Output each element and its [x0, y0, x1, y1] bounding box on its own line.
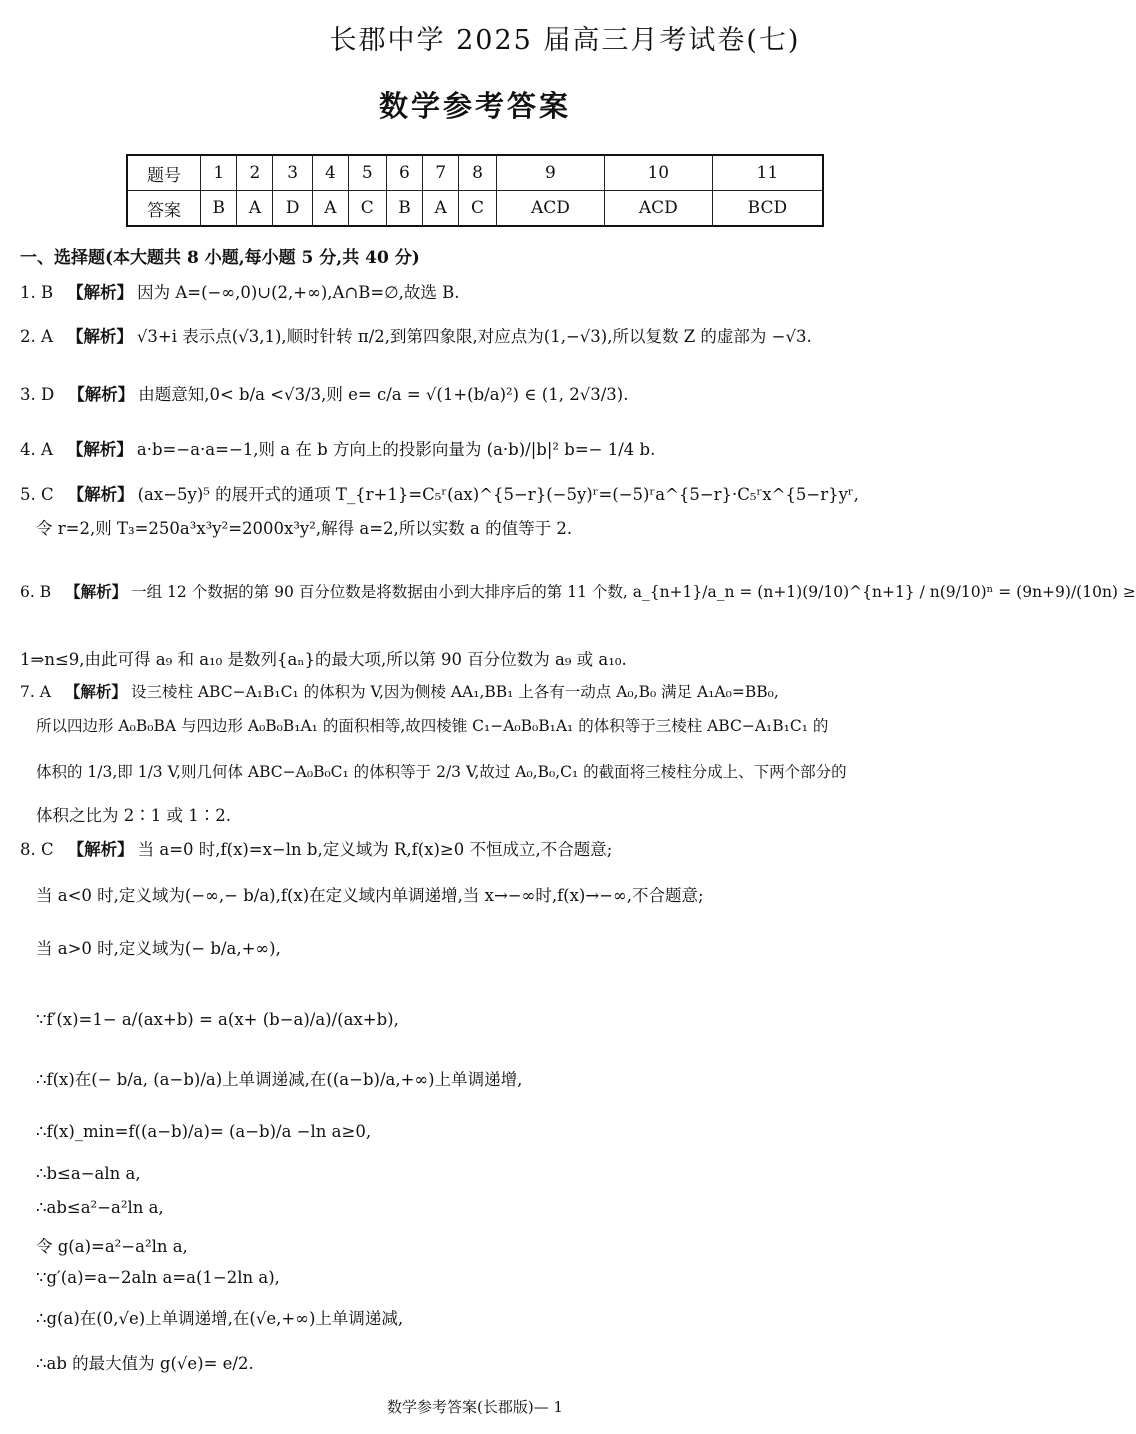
analysis-tag: 【解析】	[65, 582, 128, 601]
question-3	[20, 381, 932, 405]
table-cell: B	[201, 191, 237, 227]
table-cell: D	[273, 191, 313, 227]
page-title: 长郡中学 2025 届高三月考试卷(七)	[329, 25, 801, 56]
table-cell: B	[386, 191, 422, 227]
table-cell: 5	[348, 155, 386, 191]
table-cell: 9	[496, 155, 604, 191]
table-cell: ACD	[496, 191, 604, 227]
table-cell: 1	[201, 155, 237, 191]
table-row-numbers	[127, 155, 823, 191]
analysis-tag: 【解析】	[66, 440, 133, 459]
table-cell: A	[423, 191, 459, 227]
question-number: 3. D	[20, 385, 55, 404]
question-text: 一组 12 个数据的第 90 百分位数是将数据由小到大排序后的第 11 个数, a_{n+1}/a_n = (n+1)(9/10)^{n+1} / n(9/10)ⁿ = (9n+9)/(10n) ≥	[131, 583, 1136, 601]
table-cell: BCD	[712, 191, 823, 227]
solution-line: ∵g′(a)=a−2aln a=a(1−2ln a),	[36, 1268, 280, 1287]
solution-line: ∴g(a)在(0,√e)上单调递增,在(√e,+∞)上单调递减,	[36, 1309, 404, 1328]
table-cell: A	[312, 191, 348, 227]
table-cell: 6	[386, 155, 422, 191]
section-heading: 一、选择题(本大题共 8 小题,每小题 5 分,共 40 分)	[20, 248, 420, 268]
table-cell: 4	[312, 155, 348, 191]
analysis-tag: 【解析】	[67, 485, 134, 504]
question-text: 当 a=0 时,f(x)=x−ln b,定义域为 R,f(x)≥0 不恒成立,不合题意;	[137, 840, 613, 859]
question-4	[20, 436, 932, 460]
solution-line: 当 a<0 时,定义域为(−∞,− b/a),f(x)在定义域内单调递增,当 x→−∞时,f(x)→−∞,不合题意;	[36, 886, 704, 905]
table-cell: 3	[273, 155, 313, 191]
table-cell: 2	[237, 155, 273, 191]
question-text: √3+i 表示点(√3,1),顺时针转 π/2,到第四象限,对应点为(1,−√3),所以复数 Z 的虚部为 −√3.	[136, 327, 812, 346]
table-cell: C	[348, 191, 386, 227]
question-7-line-3: 体积的 1/3,即 1/3 V,则几何体 ABC−A₀B₀C₁ 的体积等于 2/3 V,故过 A₀,B₀,C₁ 的截面将三棱柱分成上、下两个部分的	[36, 763, 847, 781]
analysis-tag: 【解析】	[64, 682, 127, 701]
solution-line: ∴f(x)在(− b/a, (a−b)/a)上单调递减,在((a−b)/a,+∞)上单调递增,	[36, 1070, 523, 1089]
question-text: (ax−5y)⁵ 的展开式的通项 T_{r+1}=C₅ʳ(ax)^{5−r}(−5y)ʳ=(−5)ʳa^{5−r}·C₅ʳx^{5−r}yʳ,	[137, 485, 859, 504]
question-text: 设三棱柱 ABC−A₁B₁C₁ 的体积为 V,因为侧棱 AA₁,BB₁ 上各有一动点 A₀,B₀ 满足 A₁A₀=BB₀,	[130, 683, 779, 701]
table-cell: 10	[604, 155, 712, 191]
table-cell: C	[459, 191, 497, 227]
solution-line: ∴ab 的最大值为 g(√e)= e/2.	[36, 1354, 254, 1373]
question-5	[20, 481, 932, 505]
question-7	[20, 680, 932, 702]
table-cell: 8	[459, 155, 497, 191]
question-text: 由题意知,0< b/a <√3/3,则 e= c/a = √(1+(b/a)²) ∈ (1, 2√3/3).	[138, 385, 629, 404]
question-text: a·b=−a·a=−1,则 a 在 b 方向上的投影向量为 (a·b)/|b|² b=− 1/4 b.	[136, 440, 656, 459]
analysis-tag: 【解析】	[68, 385, 135, 404]
solution-line: ∵f′(x)=1− a/(ax+b) = a(x+ (b−a)/a)/(ax+b),	[36, 1010, 399, 1029]
question-7-line-4: 体积之比为 2∶1 或 1∶2.	[36, 806, 231, 825]
analysis-tag: 【解析】	[67, 283, 134, 302]
question-6-line-2: 1⇒n≤9,由此可得 a₉ 和 a₁₀ 是数列{aₙ}的最大项,所以第 90 百分位数为 a₉ 或 a₁₀.	[20, 650, 627, 669]
question-number: 1. B	[20, 283, 54, 302]
solution-line: 令 g(a)=a²−a²ln a,	[36, 1237, 188, 1256]
solution-line: 当 a>0 时,定义域为(− b/a,+∞),	[36, 939, 281, 958]
question-number: 2. A	[20, 327, 53, 346]
question-number: 4. A	[20, 440, 53, 459]
analysis-tag: 【解析】	[67, 840, 134, 859]
question-number: 6. B	[20, 583, 52, 601]
table-cell: 7	[423, 155, 459, 191]
question-6	[20, 580, 1136, 602]
question-7-line-2: 所以四边形 A₀B₀BA 与四边形 A₀B₀B₁A₁ 的面积相等,故四棱锥 C₁−A₀B₀B₁A₁ 的体积等于三棱柱 ABC−A₁B₁C₁ 的	[36, 717, 829, 735]
solution-line: ∴f(x)_min=f((a−b)/a)= (a−b)/a −ln a≥0,	[36, 1122, 372, 1141]
analysis-tag: 【解析】	[66, 327, 133, 346]
question-number: 8. C	[20, 840, 54, 859]
table-cell: A	[237, 191, 273, 227]
question-number: 5. C	[20, 485, 54, 504]
table-cell: 11	[712, 155, 823, 191]
page-subtitle: 数学参考答案	[378, 89, 571, 123]
question-1	[20, 279, 932, 303]
table-header-cell: 答案	[127, 191, 201, 227]
page-footer: 数学参考答案(长郡版)— 1	[386, 1398, 564, 1416]
table-header-cell: 题号	[127, 155, 201, 191]
question-2	[20, 323, 932, 347]
solution-line: ∴ab≤a²−a²ln a,	[36, 1198, 164, 1217]
table-cell: ACD	[604, 191, 712, 227]
answer-table	[126, 154, 824, 227]
question-8	[20, 836, 932, 860]
table-row-answers	[127, 191, 823, 227]
question-5-line-2: 令 r=2,则 T₃=250a³x³y²=2000x³y²,解得 a=2,所以实数 a 的值等于 2.	[36, 519, 573, 538]
question-text: 因为 A=(−∞,0)∪(2,+∞),A∩B=∅,故选 B.	[137, 283, 460, 302]
solution-line: ∴b≤a−aln a,	[36, 1164, 141, 1183]
question-number: 7. A	[20, 683, 51, 701]
